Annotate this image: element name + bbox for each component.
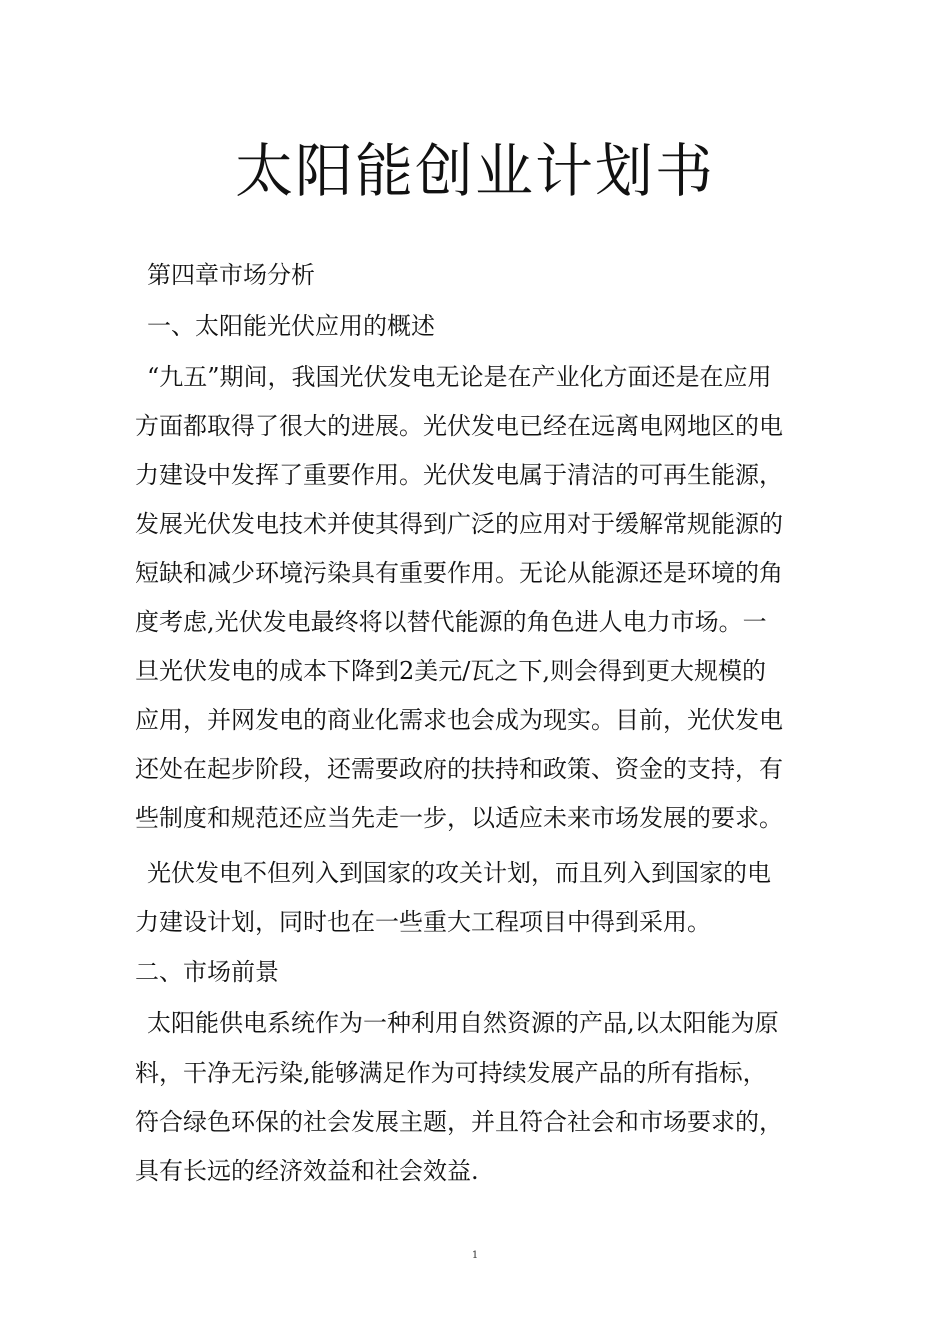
paragraph-line: 发展光伏发电技术并使其得到广泛的应用对于缓解常规能源的 (135, 510, 783, 538)
section-heading-1: 一、太阳能光伏应用的概述 (147, 312, 435, 340)
paragraph-line: 力建设中发挥了重要作用。光伏发电属于清洁的可再生能源， (135, 461, 783, 489)
paragraph-line: 旦光伏发电的成本下降到2美元/瓦之下,则会得到更大规模的 (135, 657, 766, 685)
paragraph-line: 力建设计划，同时也在一些重大工程项目中得到采用。 (135, 908, 711, 936)
paragraph-line: 太阳能供电系统作为一种利用自然资源的产品,以太阳能为原 (147, 1009, 779, 1037)
document-title: 太阳能创业计划书 (234, 137, 715, 205)
section-heading-2: 二、市场前景 (135, 958, 279, 986)
paragraph-line: 符合绿色环保的社会发展主题，并且符合社会和市场要求的， (135, 1108, 783, 1136)
paragraph-line: 还处在起步阶段，还需要政府的扶持和政策、资金的支持，有 (135, 755, 783, 783)
paragraph-line: 些制度和规范还应当先走一步，以适应未来市场发展的要求。 (135, 804, 783, 832)
paragraph-line: “九五”期间，我国光伏发电无论是在产业化方面还是在应用 (147, 363, 772, 391)
paragraph-line: 短缺和减少环境污染具有重要作用。无论从能源还是环境的角 (135, 559, 783, 587)
paragraph-line: 应用，并网发电的商业化需求也会成为现实。目前，光伏发电 (135, 706, 783, 734)
paragraph-line: 光伏发电不但列入到国家的攻关计划，而且列入到国家的电 (147, 859, 771, 887)
paragraph-line: 具有长远的经济效益和社会效益. (135, 1157, 479, 1185)
page-number: 1 (471, 1250, 479, 1261)
chapter-heading: 第四章市场分析 (147, 261, 315, 289)
paragraph-line: 度考虑,光伏发电最终将以替代能源的角色进人电力市场。一 (135, 608, 767, 636)
paragraph-line: 方面都取得了很大的进展。光伏发电已经在远离电网地区的电 (135, 412, 783, 440)
paragraph-line: 料，干净无污染,能够满足作为可持续发展产品的所有指标， (135, 1059, 767, 1087)
